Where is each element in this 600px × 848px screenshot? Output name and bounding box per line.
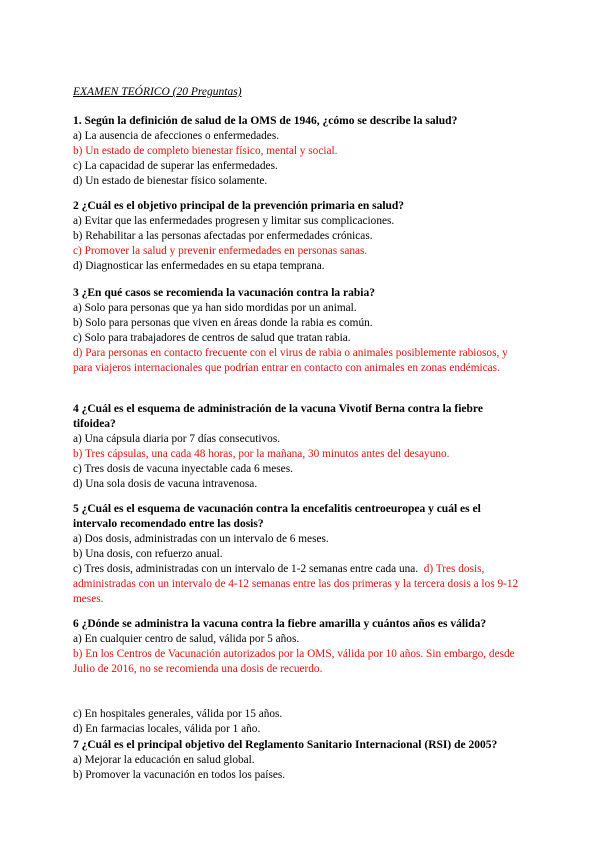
question-2-option-c-correct: c) Promover la salud y prevenir enfermedades en personas sanas. bbox=[73, 245, 368, 257]
question-6-option-a: a) En cualquier centro de salud, válida por 5 años. bbox=[73, 633, 300, 645]
question-2-option-d: d) Diagnosticar las enfermedades en su etapa temprana. bbox=[73, 260, 325, 272]
question-6-text: 6 ¿Dónde se administra la vacuna contra la fiebre amarilla y cuántos años es válida? bbox=[73, 618, 487, 630]
question-3-option-d-correct: d) Para personas en contacto frecuente con el virus de rabia o animales posiblemente rabiosos, y para viajeros internacionales que podrían entrar en contacto con animales en zonas endémicas. bbox=[73, 347, 508, 374]
exam-title: EXAMEN TEÓRICO (20 Preguntas) bbox=[73, 86, 242, 98]
question-6 bbox=[73, 617, 521, 737]
question-3-option-b: b) Solo para personas que viven en áreas donde la rabia es común. bbox=[73, 317, 373, 329]
question-5 bbox=[73, 502, 521, 607]
question-1-option-d: d) Un estado de bienestar físico solamente. bbox=[73, 175, 268, 187]
question-5-option-a: a) Dos dosis, administradas con un intervalo de 6 meses. bbox=[73, 533, 329, 545]
blank-line bbox=[73, 692, 521, 707]
question-1-option-b-correct: b) Un estado de completo bienestar físico, mental y social. bbox=[73, 145, 338, 157]
question-4 bbox=[73, 402, 521, 492]
question-5-option-d-correct: d) Tres dosis, administradas con un intervalo de 4-12 semanas entre las dos primeras y la tercera dosis a los 9-12 meses. bbox=[73, 563, 519, 605]
question-3-option-c: c) Solo para trabajadores de centros de salud que tratan rabia. bbox=[73, 332, 351, 344]
question-2-option-a: a) Evitar que las enfermedades progresen y limitar sus complicaciones. bbox=[73, 215, 395, 227]
question-7-text: 7 ¿Cuál es el principal objetivo del Reglamento Sanitario Internacional (RSI) de 2005? bbox=[73, 739, 498, 751]
question-6-option-c: c) En hospitales generales, válida por 15 años. bbox=[73, 708, 283, 720]
question-5-option-c: c) Tres dosis, administradas con un intervalo de 1-2 semanas entre cada una. bbox=[73, 563, 419, 575]
question-5-options-c-d bbox=[73, 562, 521, 607]
question-6-option-d: d) En farmacias locales, válida por 1 año. bbox=[73, 723, 261, 735]
question-4-option-b-correct: b) Tres cápsulas, una cada 48 horas, por la mañana, 30 minutos antes del desayuno. bbox=[73, 448, 450, 460]
question-5-option-b: b) Una dosis, con refuerzo anual. bbox=[73, 548, 223, 560]
blank-line bbox=[73, 677, 521, 692]
question-1-option-c: c) La capacidad de superar las enfermedades. bbox=[73, 160, 278, 172]
question-7-option-b: b) Promover la vacunación en todos los países. bbox=[73, 769, 286, 781]
question-2 bbox=[73, 199, 521, 274]
question-3 bbox=[73, 286, 521, 376]
question-7-option-a: a) Mejorar la educación en salud global. bbox=[73, 754, 255, 766]
question-4-option-c: c) Tres dosis de vacuna inyectable cada 6 meses. bbox=[73, 463, 293, 475]
question-1-option-a: a) La ausencia de afecciones o enfermedades. bbox=[73, 130, 280, 142]
question-7 bbox=[73, 738, 521, 783]
question-3-text: 3 ¿En qué casos se recomienda la vacunación contra la rabia? bbox=[73, 287, 375, 299]
question-3-option-a: a) Solo para personas que ya han sido mordidas por un animal. bbox=[73, 302, 357, 314]
question-1-text: 1. Según la definición de salud de la OMS de 1946, ¿cómo se describe la salud? bbox=[73, 115, 458, 127]
question-6-option-b-correct: b) En los Centros de Vacunación autorizados por la OMS, válida por 10 años. Sin embargo, desde Julio de 2016, no se recomienda una dosis de recuerdo. bbox=[73, 648, 515, 675]
question-4-option-a: a) Una cápsula diaria por 7 días consecutivos. bbox=[73, 433, 281, 445]
question-5-text: 5 ¿Cuál es el esquema de vacunación contra la encefalitis centroeuropea y cuál es el intervalo recomendado entre las dosis? bbox=[73, 503, 481, 530]
question-4-option-d: d) Una sola dosis de vacuna intravenosa. bbox=[73, 478, 258, 490]
question-1 bbox=[73, 114, 521, 189]
question-2-option-b: b) Rehabilitar a las personas afectadas por enfermedades crónicas. bbox=[73, 230, 373, 242]
question-2-text: 2 ¿Cuál es el objetivo principal de la prevención primaria en salud? bbox=[73, 200, 405, 212]
question-4-text: 4 ¿Cuál es el esquema de administración de la vacuna Vivotif Berna contra la fiebre tifoidea? bbox=[73, 403, 483, 430]
